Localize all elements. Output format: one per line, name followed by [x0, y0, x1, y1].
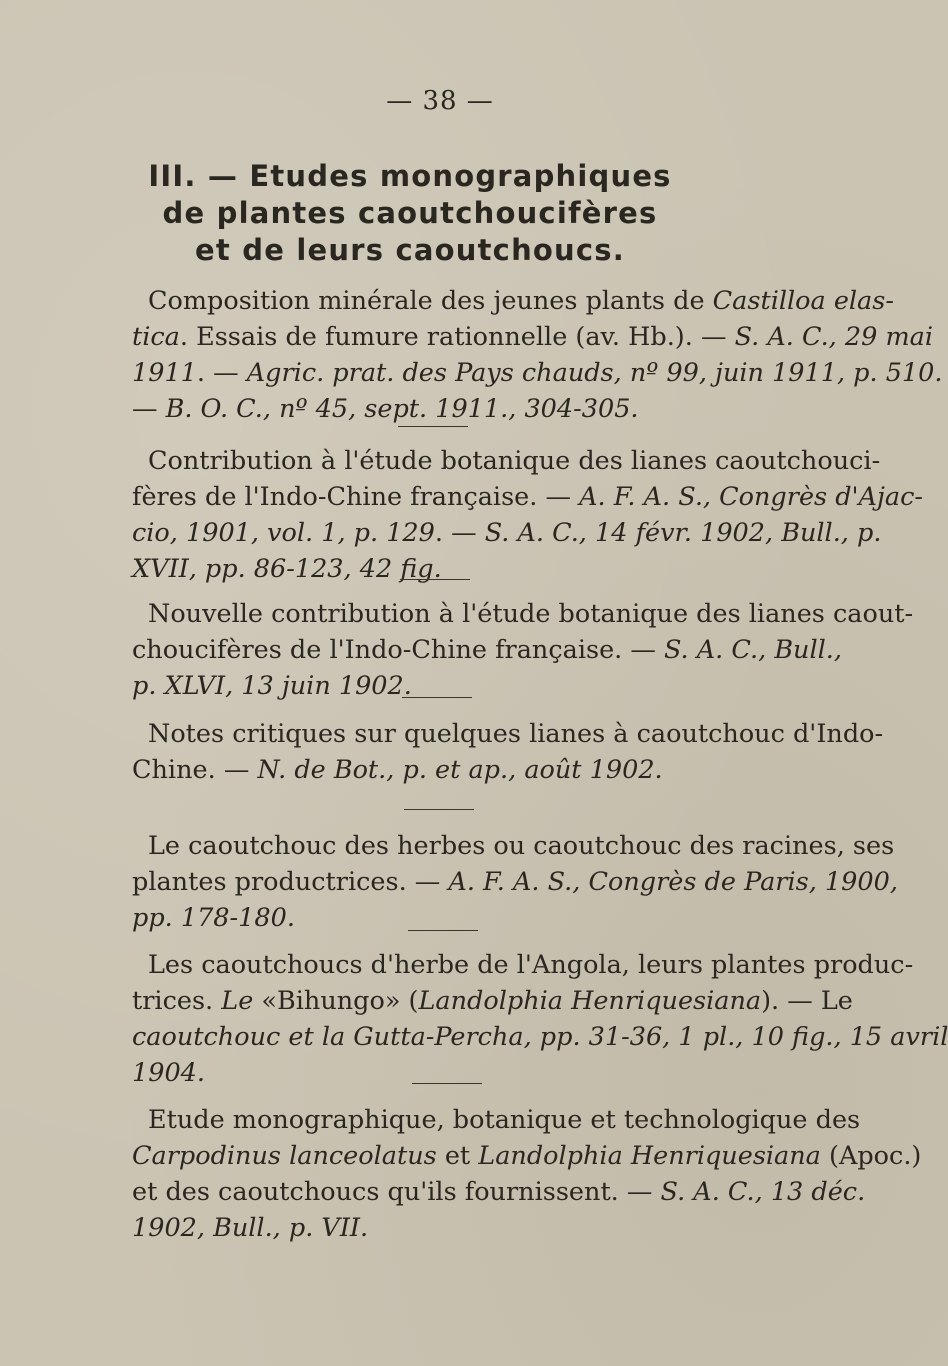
page-number: — 38 —: [386, 86, 494, 116]
bibliography-entry: [132, 596, 914, 704]
entry-line: XVII, pp. 86-123, 42 fig.: [132, 554, 442, 584]
section-heading: [0, 158, 820, 269]
entry-line: tica. Essais de fumure rationnelle (av. Hb.). — S. A. C., 29 mai: [132, 322, 933, 352]
separator-rule: [408, 930, 478, 931]
entry-line: cio, 1901, vol. 1, p. 129. — S. A. C., 14 févr. 1902, Bull., p.: [132, 518, 882, 548]
entry-line: 1904.: [132, 1058, 206, 1088]
entry-line: plantes productrices. — A. F. A. S., Congrès de Paris, 1900,: [132, 867, 898, 897]
separator-rule: [412, 1083, 482, 1084]
entry-line: — B. O. C., nº 45, sept. 1911., 304-305.: [132, 394, 639, 424]
bibliography-entry: [132, 1102, 922, 1246]
heading-line-2: de plantes caoutchoucifères: [162, 196, 658, 230]
entry-line: Le caoutchouc des herbes ou caoutchouc des racines, ses: [148, 831, 895, 861]
entry-line: Nouvelle contribution à l'étude botanique des lianes caout-: [148, 599, 914, 629]
bibliography-entry: [132, 283, 943, 427]
entry-line: Composition minérale des jeunes plants de Castilloa elas-: [148, 286, 894, 316]
separator-rule: [404, 809, 474, 810]
entry-line: Etude monographique, botanique et technologique des: [148, 1105, 861, 1135]
entry-line: trices. Le «Bihungo» (Landolphia Henriquesiana). — Le: [132, 986, 853, 1016]
entry-line: et des caoutchoucs qu'ils fournissent. — S. A. C., 13 déc.: [132, 1177, 866, 1207]
heading-line-1: III. — Etudes monographiques: [148, 159, 672, 193]
entry-line: fères de l'Indo-Chine française. — A. F. A. S., Congrès d'Ajac-: [132, 482, 923, 512]
entry-line: pp. 178-180.: [132, 903, 295, 933]
entry-line: choucifères de l'Indo-Chine française. — S. A. C., Bull.,: [132, 635, 843, 665]
bibliography-entry: [132, 716, 884, 788]
entry-line: caoutchouc et la Gutta-Percha, pp. 31-36, 1 pl., 10 fig., 15 avril: [132, 1022, 948, 1052]
bibliography-entry: [132, 828, 898, 936]
bibliography-entry: [132, 443, 923, 587]
entry-line: 1902, Bull., p. VII.: [132, 1213, 369, 1243]
entry-line: Les caoutchoucs d'herbe de l'Angola, leurs plantes produc-: [148, 950, 914, 980]
separator-rule: [402, 697, 472, 698]
entry-line: Chine. — N. de Bot., p. et ap., août 1902.: [132, 755, 663, 785]
heading-line-3: et de leurs caoutchoucs.: [195, 233, 625, 267]
entry-line: p. XLVI, 13 juin 1902.: [132, 671, 412, 701]
entry-line: Contribution à l'étude botanique des lianes caoutchouci-: [148, 446, 881, 476]
bibliography-entry: [132, 947, 948, 1091]
separator-rule: [398, 426, 468, 427]
separator-rule: [400, 579, 470, 580]
entry-line: 1911. — Agric. prat. des Pays chauds, nº 99, juin 1911, p. 510.: [132, 358, 943, 388]
entry-line: Notes critiques sur quelques lianes à caoutchouc d'Indo-: [148, 719, 884, 749]
entry-line: Carpodinus lanceolatus et Landolphia Henriquesiana (Apoc.): [132, 1141, 922, 1171]
